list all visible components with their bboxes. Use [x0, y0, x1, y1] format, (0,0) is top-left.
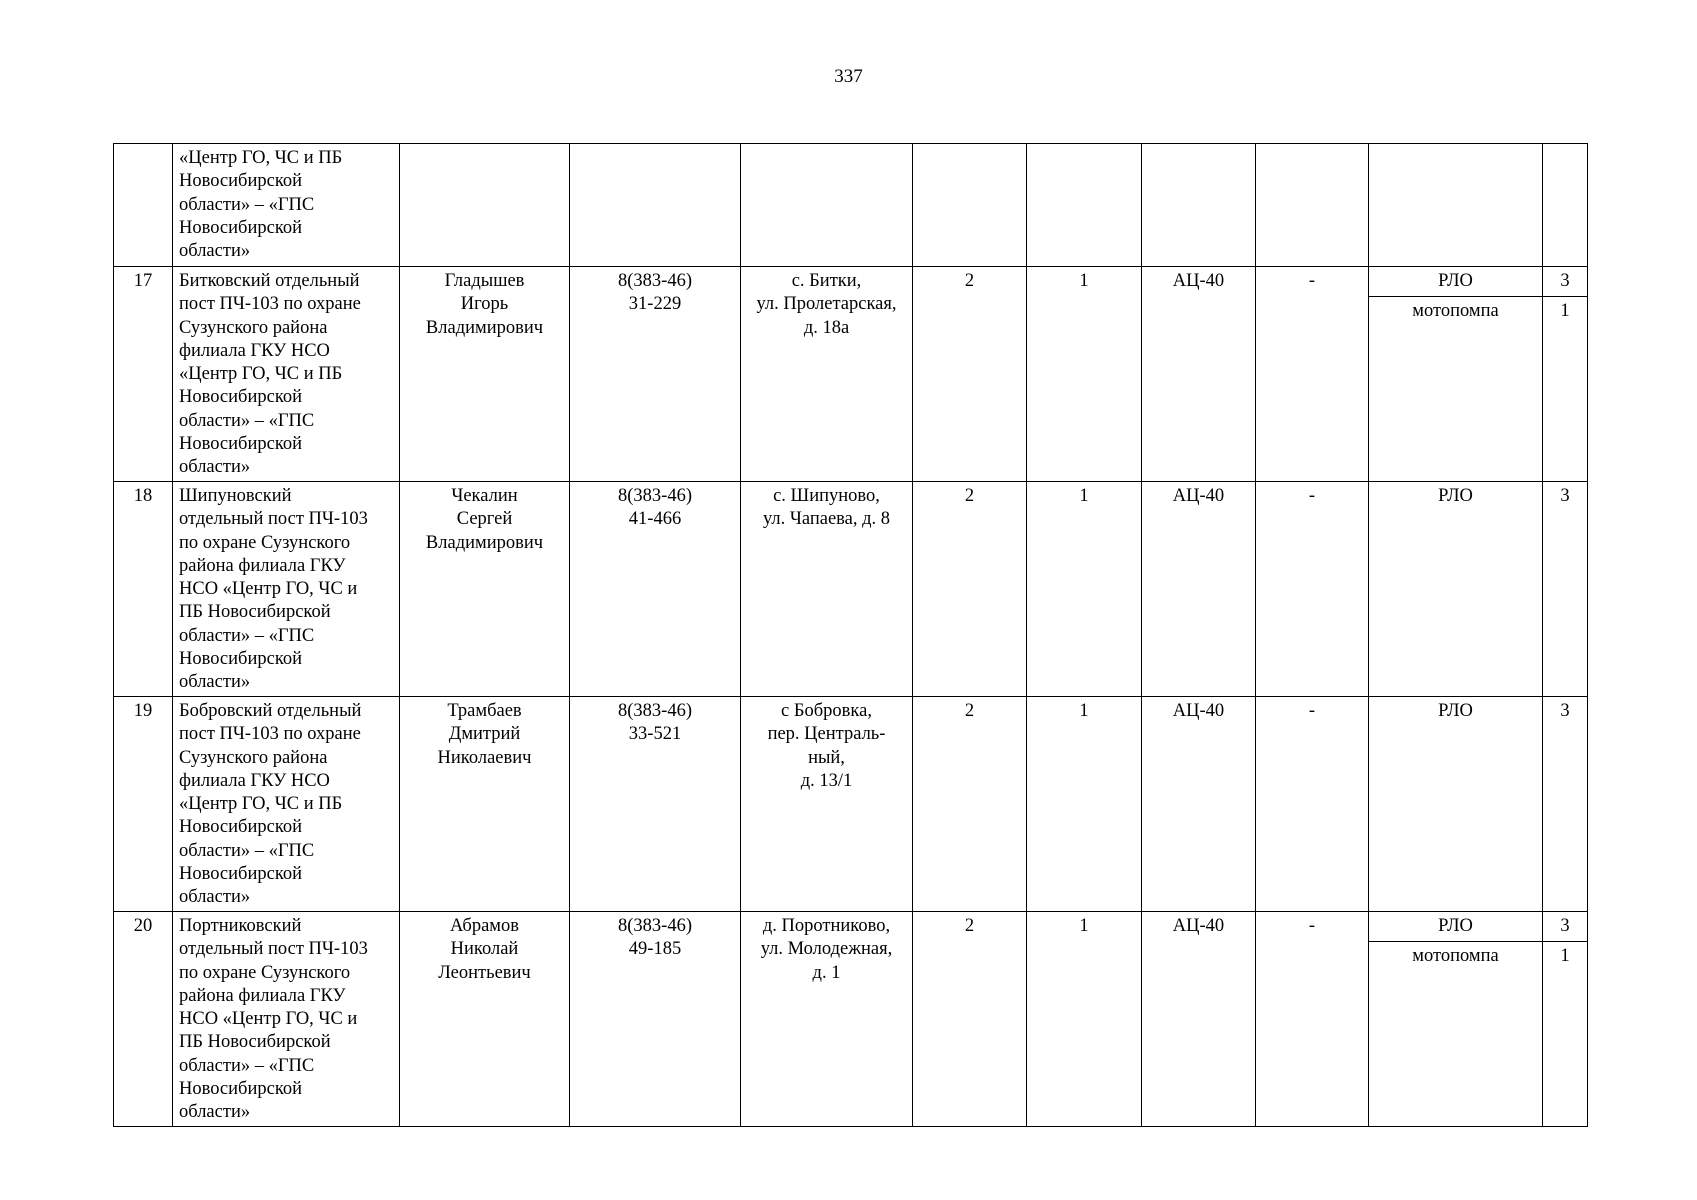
equipment-item — [1369, 297, 1587, 326]
post-name-line: Новосибирской — [179, 387, 303, 408]
page-number: 337 — [834, 66, 863, 87]
post-name-line: филиала ГКУ НСО — [179, 340, 330, 361]
cell-staff: 2 — [913, 697, 1027, 912]
cell-phone — [570, 912, 741, 1127]
cell-equipment — [1369, 912, 1588, 1127]
post-name-line: области» – «ГПС — [179, 410, 315, 431]
post-name-line: области» – «ГПС — [179, 840, 315, 861]
cell-address — [741, 482, 913, 697]
cell-reserve: - — [1256, 267, 1369, 482]
address-line: ул. Молодежная, — [760, 939, 893, 960]
table-row — [114, 482, 1588, 697]
table-row — [114, 267, 1588, 482]
cell-post-name — [173, 482, 400, 697]
cell-equipment-name — [1369, 144, 1543, 267]
cell-address — [741, 267, 913, 482]
cell-phone — [570, 144, 741, 267]
post-name-line: НСО «Центр ГО, ЧС и — [179, 1009, 358, 1030]
phone-line: 49-185 — [628, 939, 682, 960]
head-name-line: Дмитрий — [448, 724, 521, 745]
equipment-divider — [1369, 511, 1587, 696]
post-name-line: Новосибирской — [179, 1079, 303, 1100]
cell-phone — [570, 267, 741, 482]
cell-vehicle: АЦ-40 — [1142, 697, 1256, 912]
cell-head — [400, 912, 570, 1127]
cell-staff: 2 — [913, 482, 1027, 697]
post-name-line: Битковский отдельный — [179, 271, 360, 291]
post-name-line: «Центр ГО, ЧС и ПБ — [179, 148, 343, 168]
head-name-line: Трамбаев — [447, 701, 522, 721]
post-name-line: области» — [179, 241, 251, 262]
address-line: пер. Централь- — [767, 724, 886, 745]
equipment-qty: 3 — [1560, 486, 1570, 506]
cell-staff: 2 — [913, 912, 1027, 1127]
equipment-name-filler — [1369, 726, 1543, 911]
post-name-line: ПБ Новосибирской — [179, 1032, 331, 1053]
equipment-item — [1369, 267, 1587, 297]
post-name-line: пост ПЧ-103 по охране — [179, 294, 361, 315]
cell-vehicle — [1142, 144, 1256, 267]
phone-line: 8(383-46) — [618, 916, 692, 936]
cell-num: 19 — [114, 697, 173, 912]
phone-line: 33-521 — [628, 724, 682, 745]
cell-head — [400, 267, 570, 482]
cell-equipment-qty — [1543, 144, 1588, 267]
post-name-line: «Центр ГО, ЧС и ПБ — [179, 364, 343, 385]
post-name-line: отдельный пост ПЧ-103 — [179, 939, 368, 960]
head-name-line: Николаевич — [437, 747, 532, 768]
equipment-qty: 3 — [1560, 701, 1570, 721]
post-name-line: района филиала ГКУ — [179, 555, 346, 576]
equipment-item — [1369, 482, 1587, 511]
table-row — [114, 912, 1588, 1127]
address-line: д. 13/1 — [800, 770, 853, 791]
address-line: ул. Чапаева, д. 8 — [762, 509, 891, 530]
equipment-divider — [1369, 726, 1587, 911]
cell-equipment — [1369, 267, 1588, 482]
cell-head — [400, 482, 570, 697]
cell-shifts — [1027, 144, 1142, 267]
address-line: ный, — [808, 747, 845, 768]
post-name-line: области» — [179, 672, 251, 693]
post-name-line: области» – «ГПС — [179, 194, 315, 215]
table-row — [114, 697, 1588, 912]
cell-equipment — [1369, 482, 1588, 697]
fire-posts-table — [113, 143, 1588, 1127]
equipment-name: РЛО — [1369, 482, 1543, 511]
equipment-name: РЛО — [1369, 912, 1543, 941]
cell-vehicle: АЦ-40 — [1142, 267, 1256, 482]
cell-vehicle: АЦ-40 — [1142, 482, 1256, 697]
cell-reserve: - — [1256, 697, 1369, 912]
post-name-line: Новосибирской — [179, 217, 303, 238]
post-name-line: по охране Сузунского — [179, 962, 351, 983]
equipment-name-filler — [1369, 971, 1543, 1126]
cell-staff — [913, 144, 1027, 267]
address-line: с. Битки, — [791, 271, 862, 291]
equipment-item — [1369, 697, 1587, 726]
equipment-divider — [1369, 326, 1587, 481]
post-name-line: Новосибирской — [179, 171, 303, 192]
address-line: д. 18а — [803, 317, 850, 338]
post-name-line: Сузунского района — [179, 317, 328, 338]
cell-post-name — [173, 144, 400, 267]
cell-head — [400, 697, 570, 912]
cell-staff: 2 — [913, 267, 1027, 482]
equipment-name: мотопомпа — [1369, 297, 1543, 326]
phone-line: 31-229 — [628, 294, 682, 315]
cell-address — [741, 912, 913, 1127]
cell-shifts: 1 — [1027, 482, 1142, 697]
address-line: д. Поротниково, — [762, 916, 891, 936]
phone-line: 8(383-46) — [618, 271, 692, 291]
head-name-line: Игорь — [460, 294, 509, 315]
cell-vehicle: АЦ-40 — [1142, 912, 1256, 1127]
head-name-line: Гладышев — [444, 271, 525, 291]
equipment-qty: 3 — [1560, 271, 1570, 291]
address-line: д. 1 — [812, 962, 841, 983]
post-name-line: Сузунского района — [179, 747, 328, 768]
cell-reserve: - — [1256, 482, 1369, 697]
cell-shifts: 1 — [1027, 267, 1142, 482]
post-name-line: района филиала ГКУ — [179, 985, 346, 1006]
cell-shifts: 1 — [1027, 912, 1142, 1127]
post-name-line: области» — [179, 887, 251, 908]
post-name-line: «Центр ГО, ЧС и ПБ — [179, 794, 343, 815]
equipment-qty: 1 — [1560, 301, 1570, 321]
equipment-name: РЛО — [1369, 267, 1543, 296]
cell-num: 17 — [114, 267, 173, 482]
post-name-line: пост ПЧ-103 по охране — [179, 724, 361, 745]
equipment-qty: 3 — [1560, 916, 1570, 936]
phone-line: 8(383-46) — [618, 701, 692, 721]
equipment-item — [1369, 912, 1587, 942]
equipment-divider — [1369, 971, 1587, 1126]
post-name-line: области» – «ГПС — [179, 625, 315, 646]
table-row-continuation — [114, 144, 1588, 267]
cell-num: 18 — [114, 482, 173, 697]
cell-head — [400, 144, 570, 267]
post-name-line: Шипуновский — [179, 486, 292, 506]
cell-post-name — [173, 912, 400, 1127]
head-name-line: Николай — [450, 939, 519, 960]
cell-reserve — [1256, 144, 1369, 267]
post-name-line: Новосибирской — [179, 864, 303, 885]
address-line: с Бобровка, — [781, 701, 872, 721]
post-name-line: филиала ГКУ НСО — [179, 770, 330, 791]
equipment-name-filler — [1369, 326, 1543, 481]
cell-num: 20 — [114, 912, 173, 1127]
phone-line: 8(383-46) — [618, 486, 692, 506]
post-name-line: НСО «Центр ГО, ЧС и — [179, 579, 358, 600]
post-name-line: ПБ Новосибирской — [179, 602, 331, 623]
equipment-item — [1369, 942, 1587, 971]
post-name-line: области» — [179, 457, 251, 478]
post-name-line: области» – «ГПС — [179, 1055, 315, 1076]
post-name-line: Портниковский — [179, 916, 302, 936]
head-name-line: Леонтьевич — [438, 962, 531, 983]
equipment-qty: 1 — [1560, 946, 1570, 966]
phone-line: 41-466 — [628, 509, 682, 530]
address-line: с. Шипуново, — [773, 486, 880, 506]
cell-phone — [570, 482, 741, 697]
post-name-line: Бобровский отдельный — [179, 701, 362, 721]
head-name-line: Сергей — [456, 509, 513, 530]
cell-equipment — [1369, 697, 1588, 912]
post-name-line: отдельный пост ПЧ-103 — [179, 509, 368, 530]
cell-reserve: - — [1256, 912, 1369, 1127]
post-name-line: Новосибирской — [179, 434, 303, 455]
cell-address — [741, 697, 913, 912]
post-name-line: по охране Сузунского — [179, 532, 351, 553]
equipment-name-filler — [1369, 511, 1543, 696]
equipment-name: РЛО — [1369, 697, 1543, 726]
address-line: ул. Пролетарская, — [756, 294, 897, 315]
cell-num — [114, 144, 173, 267]
cell-post-name — [173, 697, 400, 912]
head-name-line: Абрамов — [450, 916, 519, 936]
cell-shifts: 1 — [1027, 697, 1142, 912]
cell-address — [741, 144, 913, 267]
post-name-line: Новосибирской — [179, 649, 303, 670]
head-name-line: Владимирович — [425, 532, 544, 553]
head-name-line: Чекалин — [451, 486, 518, 506]
head-name-line: Владимирович — [425, 317, 544, 338]
post-name-line: Новосибирской — [179, 817, 303, 838]
post-name-line: области» — [179, 1102, 251, 1123]
cell-post-name — [173, 267, 400, 482]
table-body — [114, 144, 1588, 1127]
cell-phone — [570, 697, 741, 912]
equipment-name: мотопомпа — [1369, 942, 1543, 971]
